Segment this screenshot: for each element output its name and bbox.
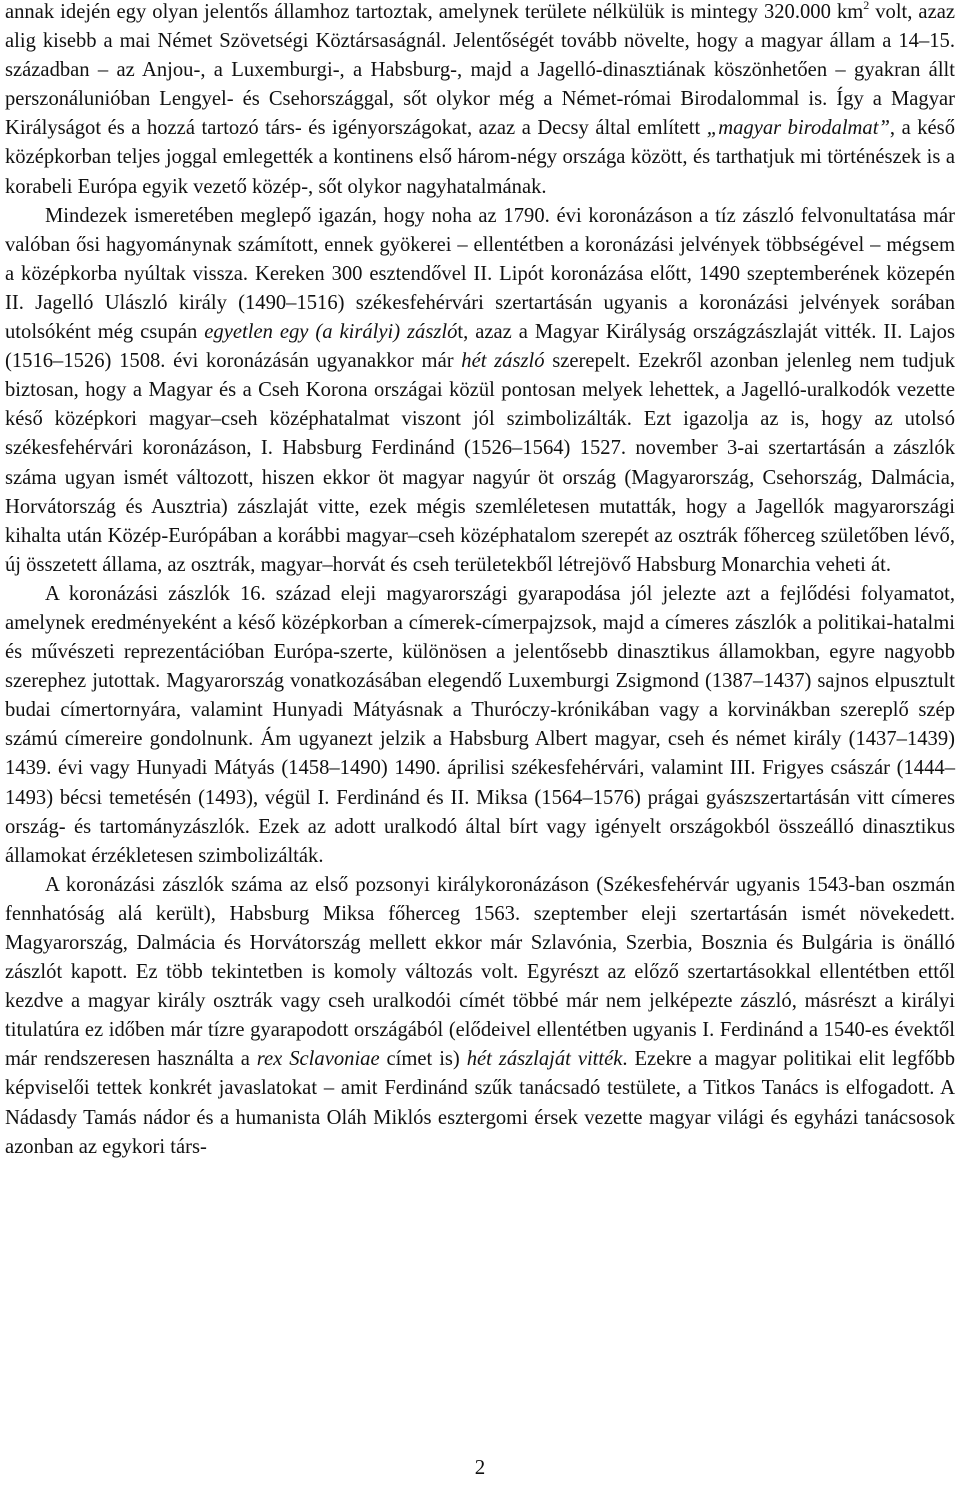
text-run: szerepelt. Ezekről azonban jelenleg nem tudjuk biztosan, hogy a Magyar és a Cseh Korona országai közül pontosan melyek lehettek, a Jagelló-uralkodók vezette késő középkori magyar–cseh középhatalmat viszont jól szimbolizálták. Ezt igazolja az is, hogy az utolsó székesfehérvári koronázáson, I. Habsburg Ferdinánd (1526–1564) 1527. november 3-ai szertartásán a zászlók száma ugyan ismét változott, hiszen ekkor öt magyar nagyúr öt ország (Magyarország, Csehország, Dalmácia, Horvátország és Ausztria) zászlaját vitte, ezek mégis szemléletesen mutatták, hogy a Jagellók magyarországi kihalta után Közép-Európában a korábbi magyar–cseh középhatalom szerepét az osztrák főherceg születőben lévő, új összetett állama, az osztrák, magyar–horvát és cseh területekből létrejövő Habsburg Monarchia veheti át. [5, 350, 955, 576]
text-run: A koronázási zászlók száma az első pozsonyi királykoronázáson (Székesfehérvár ugyanis 1543-ban oszmán fennhatóság alá került), Habsburg Miksa főherceg 1563. szeptember eleji szertartásán ismét növekedett. Magyarország, Dalmácia és Horvátország mellett ekkor már Szlavónia, Szerbia, Bosznia és Bulgária is önálló zászlót kapott. Ez több tekintetben is komoly változás volt. Egyrészt az előző szertartásokkal ellentétben ettől kezdve a magyar király osztrák vagy cseh uralkodói címét többé már nem jelképezte zászló, másrészt a királyi titulatúra ez időben már tízre gyarapodott országából (elődeivel ellentétben ugyanis I. Ferdinánd a 1540-es évektől már rendszeresen használta a [5, 873, 955, 1071]
document-page [5, 0, 955, 1162]
page-number: 2 [474, 1455, 486, 1479]
text-run: címet is) [379, 1048, 467, 1071]
paragraph-3 [5, 580, 955, 871]
italic-phrase: egyetlen egy (a királyi) zászló [204, 321, 458, 344]
paragraph-4 [5, 871, 955, 1162]
italic-phrase: hét zászló [461, 350, 545, 373]
superscript: 2 [863, 0, 870, 12]
paragraph-1 [5, 0, 955, 202]
text-run: annak idején egy olyan jelentős államhoz tartoztak, amelynek területe nélkülük is mintegy 320.000 km [5, 1, 864, 23]
italic-phrase: rex Sclavoniae [256, 1048, 380, 1071]
text-run: . Ezekre a magyar politikai elit legfőbb képviselői tettek konkrét javaslatokat – amit Ferdinánd szűk tanácsadó testülete, a Titkos Tanács is elfogadott. A Nádasdy Tamás nádor és a humanista Oláh Miklós esztergomi érsek vezette magyar világi és egyházi tanácsosok azonban az egykori társ- [5, 1048, 955, 1158]
italic-phrase: „magyar birodalmat” [706, 117, 890, 140]
paragraph-2 [5, 202, 955, 580]
italic-phrase: hét zászlaját vitték [466, 1048, 623, 1071]
text-run: t, azaz a Magyar Királyság országzászlaját vitték. II. Lajos (1516–1526) 1508. évi koronázásán ugyanakkor már [5, 321, 955, 373]
text-run: Mindezek ismeretében meglepő igazán, hogy noha az 1790. évi koronázáson a tíz zászló felvonultatása már valóban ősi hagyománynak számított, ennek gyökerei – ellentétben a koronázási jelvények többségével – mégsem a középkorba nyúltak vissza. Kereken 300 esztendővel II. Lipót koronázása előtt, 1490 szeptemberének közepén II. Jagelló Ulászló király (1490–1516) székesfehérvári szertartásán ugyanis a koronázási jelvények sorában utolsóként még csupán [5, 204, 955, 344]
text-run: , a késő középkorban teljes joggal emlegették a kontinens első három-négy országa között, és tarthatjuk mi történészek is a korabeli Európa egyik vezető közép-, sőt olykor nagyhatalmának. [5, 117, 955, 198]
text-run: A koronázási zászlók 16. század eleji magyarországi gyarapodása jól jelezte azt a fejlődési folyamatot, amelynek eredményeként a késő középkorban a címerek-címerpajzsok, majd a címeres zászlók a politikai-hatalmi és művészeti reprezentációban Európa-szerte, különösen a jelentősebb dinasztikus államokban, egyre nagyobb szerephez jutottak. Magyarország vonatkozásában elegendő Luxemburgi Zsigmond (1387–1437) sajnos elpusztult budai címertornyára, valamint Hunyadi Mátyásnak a Thuróczy-krónikában vagy a korvinákban szereplő szép számú címereire gondolnunk. Ám ugyanezt jelzik a Habsburg Albert magyar, cseh és német király (1437–1439) 1439. évi vagy Hunyadi Mátyás (1458–1490) 1490. áprilisi székesfehérvári, valamint III. Frigyes császár (1444–1493) bécsi temetésén (1493), végül I. Ferdinánd és II. Miksa (1564–1576) prágai gyászszertartásán vitt címeres ország- és tartományzászlók. Ezek az adott uralkodó által bírt vagy igényelt országokból összeálló dinasztikus államokat érzékletesen szimbolizálták. [5, 582, 955, 867]
text-run: volt, azaz alig kisebb a mai Német Szövetségi Köztársaságnál. Jelentőségét tovább növelte, hogy a magyar állam a 14–15. században – az Anjou-, a Luxemburgi-, a Habsburg-, majd a Jagelló-dinasztiának köszönhetően – gyakran állt perszonálunióban Lengyel- és Csehországgal, sőt olykor még a Német-római Birodalommal is. Így a Magyar Királyságot és a hozzá tartozó társ- és igényországokat, azaz a Decsy által említett [5, 1, 955, 140]
